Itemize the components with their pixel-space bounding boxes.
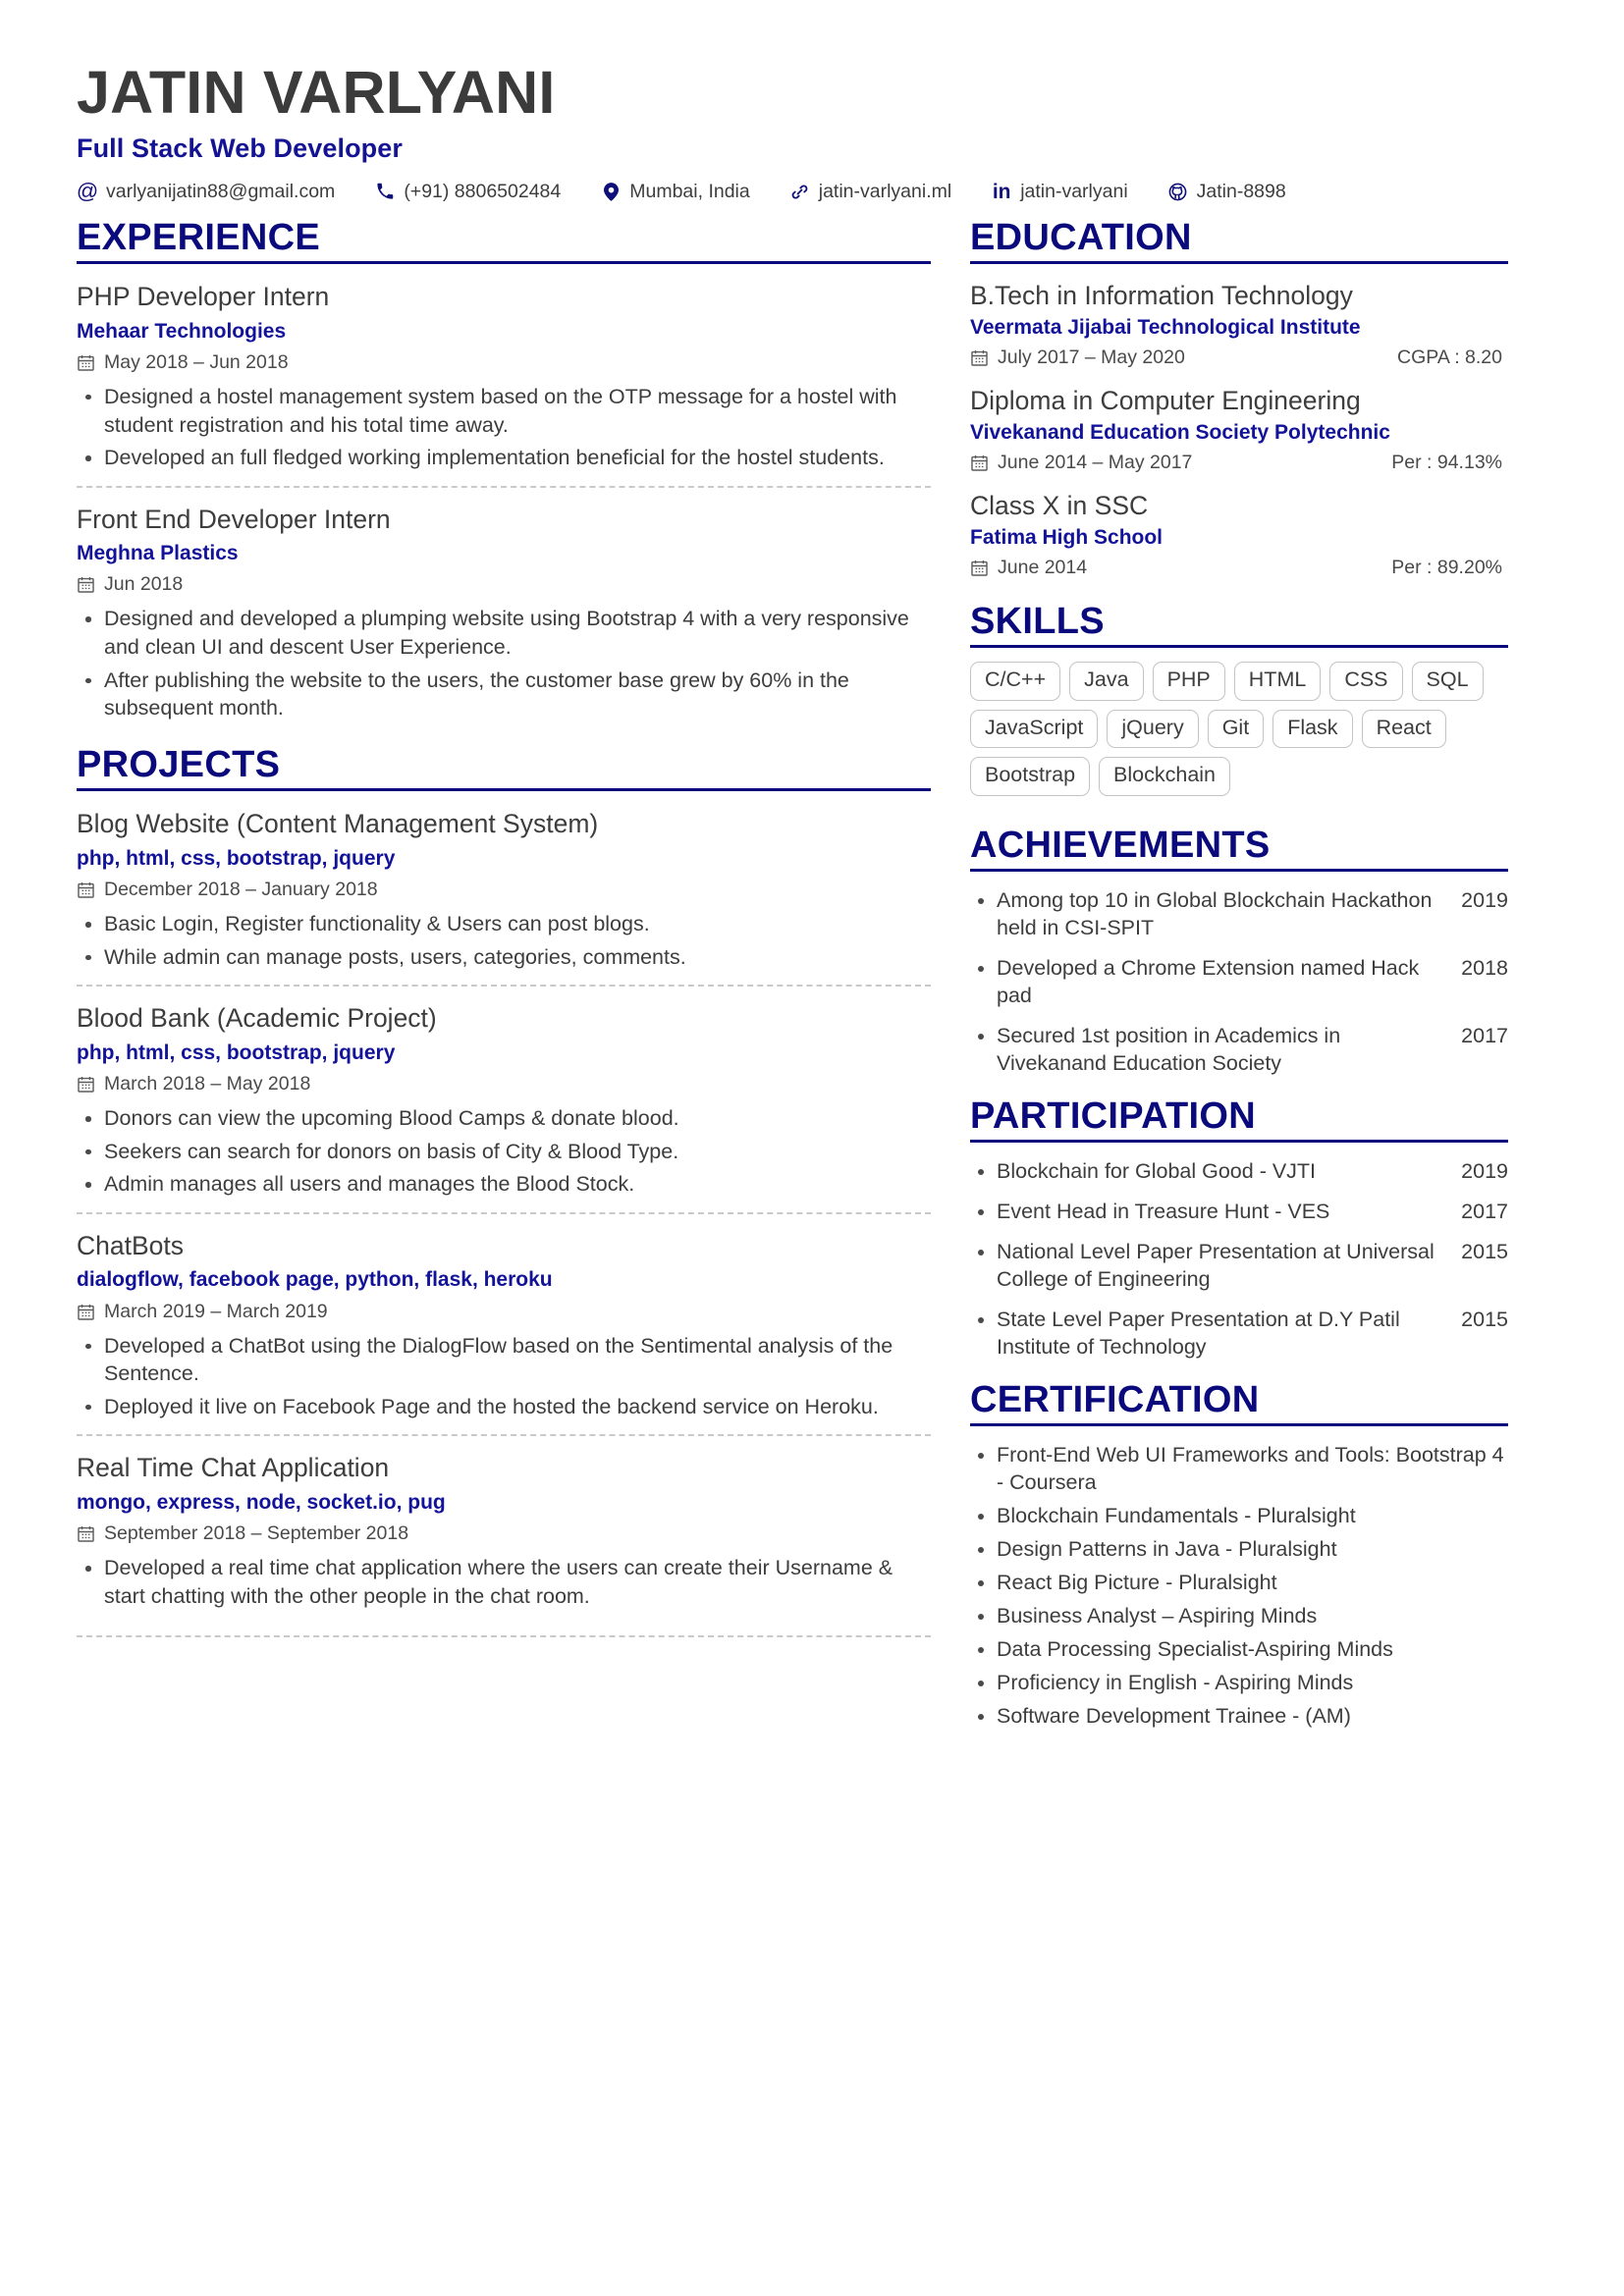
- list-item: Admin manages all users and manages the Blood Stock.: [77, 1170, 931, 1199]
- list-item: Deployed it live on Facebook Page and the hosted the backend service on Heroku.: [77, 1393, 931, 1421]
- education-degree: Diploma in Computer Engineering: [970, 386, 1361, 416]
- section-rule: [77, 261, 931, 264]
- participation-list: [970, 1158, 1508, 1362]
- education-date: July 2017 – May 2020: [998, 347, 1185, 369]
- skill-chip: Git: [1208, 710, 1264, 748]
- list-item: Proficiency in English - Aspiring Minds: [970, 1670, 1508, 1697]
- skill-chip: Flask: [1272, 710, 1352, 748]
- linkedin-icon: in: [992, 180, 1011, 203]
- list-item: Basic Login, Register functionality & Users can post blogs.: [77, 910, 931, 938]
- education-degree: B.Tech in Information Technology: [970, 281, 1353, 311]
- list-item: Business Analyst – Aspiring Minds: [970, 1603, 1508, 1630]
- experience-entry: [77, 503, 931, 722]
- section-title-skills: SKILLS: [970, 600, 1105, 642]
- at-icon: @: [76, 179, 99, 204]
- divider: [77, 486, 931, 488]
- skill-chip: C/C++: [970, 662, 1060, 700]
- project-name: Blog Website (Content Management System): [77, 809, 599, 839]
- education-institute: Veermata Jijabai Technological Institute: [970, 316, 1361, 340]
- project-bullets: [77, 1554, 931, 1610]
- achievement-year: 2018: [1461, 955, 1508, 980]
- calendar-icon: [970, 454, 989, 472]
- calendar-icon: [970, 348, 989, 367]
- section-title-participation: PARTICIPATION: [970, 1095, 1256, 1137]
- participation-text: National Level Paper Presentation at Universal College of Engineering: [997, 1240, 1435, 1292]
- project-stack: mongo, express, node, socket.io, pug: [77, 1490, 446, 1514]
- participation-year: 2017: [1461, 1200, 1508, 1224]
- contact-website[interactable]: [789, 181, 951, 203]
- experience-bullets: [77, 605, 931, 721]
- contact-website-text: jatin-varlyani.ml: [818, 180, 952, 202]
- project-entry: [77, 1451, 931, 1610]
- experience-role: Front End Developer Intern: [77, 504, 391, 534]
- project-date: [77, 879, 931, 901]
- contact-github[interactable]: [1167, 181, 1286, 203]
- section-title-experience: EXPERIENCE: [77, 216, 320, 258]
- list-item: [970, 887, 1508, 942]
- participation-year: 2015: [1461, 1240, 1508, 1264]
- contact-location-text: Mumbai, India: [629, 180, 750, 202]
- github-icon: [1167, 181, 1189, 202]
- contact-linkedin-text: jatin-varlyani: [1020, 180, 1128, 202]
- skill-chip: HTML: [1234, 662, 1322, 700]
- divider: [77, 1635, 931, 1637]
- list-item: [970, 1307, 1508, 1362]
- skill-chip: JavaScript: [970, 710, 1098, 748]
- skill-chip: React: [1362, 710, 1446, 748]
- achievement-year: 2017: [1461, 1023, 1508, 1047]
- education-date: June 2014 – May 2017: [998, 452, 1193, 474]
- project-entry: [77, 1001, 931, 1199]
- list-item: Developed a real time chat application where the users can create their Username & start chatting with the other people in the chat room.: [77, 1554, 931, 1610]
- education-entry: [970, 385, 1508, 474]
- project-name: Blood Bank (Academic Project): [77, 1003, 437, 1034]
- section-title-achievements: ACHIEVEMENTS: [970, 824, 1271, 866]
- list-item: Design Patterns in Java - Pluralsight: [970, 1536, 1508, 1564]
- certification-list: [970, 1442, 1508, 1730]
- list-item: Software Development Trainee - (AM): [970, 1703, 1508, 1731]
- participation-year: 2015: [1461, 1308, 1508, 1332]
- list-item: Designed a hostel management system based on the OTP message for a hostel with student registration and his total time away.: [77, 383, 931, 439]
- skill-chip: SQL: [1412, 662, 1484, 700]
- section-title-projects: PROJECTS: [77, 743, 281, 785]
- contact-linkedin[interactable]: [991, 181, 1127, 203]
- achievement-text: Among top 10 in Global Blockchain Hackathon held in CSI-SPIT: [997, 888, 1433, 940]
- experience-date-text: Jun 2018: [104, 573, 184, 596]
- experience-date: [77, 573, 931, 596]
- skill-chip: PHP: [1153, 662, 1225, 700]
- project-name: ChatBots: [77, 1230, 185, 1260]
- section-participation: [970, 1095, 1508, 1362]
- list-item: Donors can view the upcoming Blood Camps & donate blood.: [77, 1104, 931, 1133]
- section-skills: [970, 601, 1508, 805]
- section-experience: [77, 217, 931, 722]
- list-item: [970, 1239, 1508, 1294]
- education-score: Per : 89.20%: [1391, 556, 1502, 578]
- education-meta: [970, 452, 1508, 474]
- job-title: Full Stack Web Developer: [77, 133, 404, 163]
- contact-phone[interactable]: [374, 181, 561, 203]
- phone-icon: [374, 181, 396, 202]
- education-date: June 2014: [998, 556, 1088, 578]
- education-entry: [970, 490, 1508, 579]
- list-item: [970, 1023, 1508, 1078]
- project-date: [77, 1522, 931, 1545]
- list-item: React Big Picture - Pluralsight: [970, 1570, 1508, 1597]
- list-item: After publishing the website to the users, the customer base grew by 60% in the subsequent month.: [77, 667, 931, 722]
- project-date-text: September 2018 – September 2018: [104, 1522, 409, 1545]
- project-date: [77, 1073, 931, 1095]
- location-icon: [600, 181, 622, 202]
- skill-chip: Java: [1069, 662, 1143, 700]
- skill-chip: jQuery: [1107, 710, 1198, 748]
- skill-chip: Bootstrap: [970, 757, 1090, 795]
- contact-github-text: Jatin-8898: [1196, 180, 1286, 202]
- resume-header: [77, 61, 1547, 203]
- project-stack: php, html, css, bootstrap, jquery: [77, 846, 396, 870]
- list-item: Designed and developed a plumping website using Bootstrap 4 with a very responsive and clean UI and descent User Experience.: [77, 605, 931, 661]
- experience-company: Meghna Plastics: [77, 542, 239, 565]
- project-entry: [77, 1229, 931, 1421]
- participation-text: State Level Paper Presentation at D.Y Patil Institute of Technology: [997, 1308, 1400, 1359]
- calendar-icon: [77, 881, 95, 899]
- project-entry: [77, 807, 931, 971]
- section-education: [970, 217, 1508, 579]
- divider: [77, 1212, 931, 1214]
- section-rule: [77, 788, 931, 791]
- list-item: [970, 1158, 1508, 1186]
- participation-year: 2019: [1461, 1159, 1508, 1184]
- section-rule: [970, 645, 1508, 648]
- calendar-icon: [77, 353, 95, 372]
- list-item: Seekers can search for donors on basis of City & Blood Type.: [77, 1138, 931, 1166]
- skill-chip: CSS: [1329, 662, 1402, 700]
- contact-row: [77, 181, 1547, 203]
- achievement-year: 2019: [1461, 888, 1508, 913]
- list-item: Blockchain Fundamentals - Pluralsight: [970, 1503, 1508, 1530]
- contact-location: [600, 181, 749, 203]
- project-date-text: March 2019 – March 2019: [104, 1300, 328, 1322]
- list-item: Front-End Web UI Frameworks and Tools: Bootstrap 4 - Coursera: [970, 1442, 1508, 1497]
- section-rule: [970, 261, 1508, 264]
- list-item: While admin can manage posts, users, categories, comments.: [77, 943, 931, 972]
- list-item: Data Processing Specialist-Aspiring Minds: [970, 1636, 1508, 1664]
- experience-company: Mehaar Technologies: [77, 319, 287, 343]
- calendar-icon: [77, 1075, 95, 1094]
- project-date-text: December 2018 – January 2018: [104, 879, 378, 901]
- calendar-icon: [77, 575, 95, 594]
- list-item: [970, 955, 1508, 1010]
- project-bullets: [77, 1104, 931, 1199]
- link-icon: [789, 181, 811, 202]
- section-projects: [77, 744, 931, 1637]
- section-certification: [970, 1379, 1508, 1731]
- project-stack: php, html, css, bootstrap, jquery: [77, 1041, 396, 1064]
- education-score: Per : 94.13%: [1391, 452, 1502, 474]
- contact-email[interactable]: [77, 181, 335, 203]
- project-date-text: March 2018 – May 2018: [104, 1073, 311, 1095]
- education-institute: Vivekanand Education Society Polytechnic: [970, 421, 1390, 445]
- list-item: Developed an full fledged working implementation beneficial for the hostel students.: [77, 444, 931, 472]
- project-date: [77, 1301, 931, 1323]
- participation-text: Event Head in Treasure Hunt - VES: [997, 1200, 1330, 1224]
- section-rule: [970, 1140, 1508, 1143]
- list-item: Developed a ChatBot using the DialogFlow based on the Sentimental analysis of the Sentence.: [77, 1332, 931, 1388]
- section-title-certification: CERTIFICATION: [970, 1378, 1260, 1420]
- education-degree: Class X in SSC: [970, 491, 1149, 521]
- experience-bullets: [77, 383, 931, 472]
- experience-date-text: May 2018 – Jun 2018: [104, 350, 289, 373]
- left-column: [77, 217, 970, 1653]
- experience-date: [77, 351, 931, 374]
- participation-text: Blockchain for Global Good - VJTI: [997, 1159, 1317, 1184]
- education-entry: [970, 280, 1508, 369]
- experience-entry: [77, 280, 931, 472]
- achievement-text: Developed a Chrome Extension named Hack pad: [997, 955, 1420, 1007]
- divider: [77, 985, 931, 987]
- list-item: [970, 1199, 1508, 1226]
- section-achievements: [970, 825, 1508, 1078]
- education-meta: [970, 557, 1508, 579]
- calendar-icon: [77, 1524, 95, 1543]
- contact-phone-text: (+91) 8806502484: [404, 180, 562, 202]
- calendar-icon: [77, 1303, 95, 1321]
- skills-chip-list: [970, 662, 1508, 804]
- project-bullets: [77, 1332, 931, 1421]
- education-institute: Fatima High School: [970, 525, 1164, 549]
- project-name: Real Time Chat Application: [77, 1453, 390, 1483]
- right-column: [970, 217, 1508, 1736]
- experience-role: PHP Developer Intern: [77, 282, 330, 312]
- education-score: CGPA : 8.20: [1397, 347, 1502, 369]
- section-rule: [970, 1423, 1508, 1426]
- project-bullets: [77, 910, 931, 971]
- calendar-icon: [970, 559, 989, 577]
- section-rule: [970, 869, 1508, 872]
- achievements-list: [970, 887, 1508, 1078]
- achievement-text: Secured 1st position in Academics in Vivekanand Education Society: [997, 1023, 1341, 1075]
- education-meta: [970, 347, 1508, 369]
- skill-chip: Blockchain: [1099, 757, 1230, 795]
- section-title-education: EDUCATION: [970, 216, 1192, 258]
- divider: [77, 1434, 931, 1436]
- project-stack: dialogflow, facebook page, python, flask, heroku: [77, 1268, 553, 1292]
- page-title: JATIN VARLYANI: [77, 59, 556, 126]
- contact-email-text: varlyanijatin88@gmail.com: [106, 180, 336, 202]
- resume-body: [77, 217, 1547, 1736]
